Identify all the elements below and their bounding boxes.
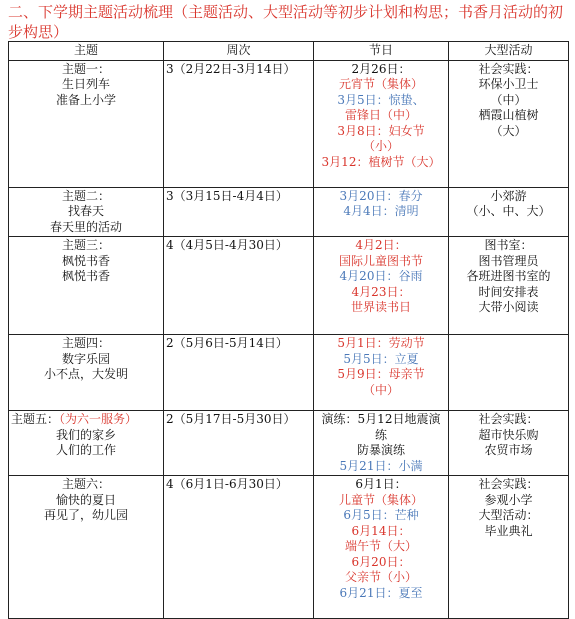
table-row (9, 335, 569, 411)
festival-line: 6月1日： (355, 477, 407, 491)
festival-line: 演练：5月12日地震演 (321, 412, 441, 426)
festival-line: 元宵节（集体） (338, 77, 423, 91)
cell-big-activity (449, 476, 569, 619)
festival-line: 4月4日：清明 (343, 204, 419, 218)
big-activity-line: 社会实践： (478, 477, 539, 491)
table-row (9, 60, 569, 187)
festival-line: 6月20日： (351, 554, 411, 569)
theme-line: 枫悦书香 (61, 269, 110, 283)
big-activity-line: 小郊游 (490, 188, 527, 203)
cell-festival (314, 237, 449, 335)
activity-plan-table (8, 41, 569, 619)
festival-line: 6月14日： (351, 523, 411, 538)
table-row (9, 187, 569, 237)
big-activity-line: 大型活动： (478, 508, 539, 522)
table-row (9, 237, 569, 335)
festival-line: 3月12：植树节（大） (321, 154, 441, 169)
cell-theme (9, 60, 164, 187)
cell-festival (314, 476, 449, 619)
cell-theme (9, 187, 164, 237)
theme-line: 再见了，幼儿园 (43, 508, 128, 522)
festival-line: 世界读书日 (350, 300, 411, 314)
big-activity-line: 大带小阅读 (478, 300, 539, 314)
theme-line: 找春天 (67, 204, 104, 218)
theme-line: 枫悦书香 (61, 253, 110, 268)
cell-big-activity (449, 237, 569, 335)
table-row (9, 476, 569, 619)
festival-line: 5月1日：劳动节 (337, 336, 425, 350)
theme-line: 准备上小学 (55, 92, 116, 107)
festival-line: 防暴演练 (356, 443, 405, 457)
big-activity-line: 社会实践： (478, 61, 539, 76)
cell-big-activity (449, 411, 569, 476)
festival-line: 4月20日：谷雨 (339, 269, 423, 283)
big-activity-line: （小、中、大） (466, 204, 551, 218)
theme-line: 生日列车 (61, 77, 110, 91)
festival-line: 雷锋日（中） (344, 108, 417, 122)
cell-festival (314, 335, 449, 411)
cell-week: 4（6月1日-6月30日） (164, 476, 314, 619)
cell-festival (314, 187, 449, 237)
theme-line: 主题三： (61, 238, 110, 252)
festival-line: 4月23日： (351, 284, 411, 299)
cell-theme (9, 237, 164, 335)
cell-festival (314, 60, 449, 187)
festival-line: 父亲节（小） (344, 570, 417, 584)
cell-theme (9, 335, 164, 411)
cell-theme (9, 411, 164, 476)
festival-line: 3月5日：惊蛰、 (337, 92, 425, 107)
big-activity-line: 农贸市场 (484, 443, 533, 457)
theme-line: 人们的工作 (55, 443, 116, 457)
big-activity-line: 参观小学 (484, 492, 533, 507)
big-activity-line: 栖霞山植树 (478, 108, 539, 122)
table-header-row (9, 42, 569, 61)
cell-week: 2（5月6日-5月14日） (164, 335, 314, 411)
big-activity-line: 社会实践： (478, 412, 539, 426)
festival-line: （小） (362, 139, 399, 153)
big-activity-line: 各班进图书室的 (466, 269, 551, 283)
festival-line: 端午节（大） (344, 539, 417, 553)
cell-week: 2（5月17日-5月30日） (164, 411, 314, 476)
table-row (9, 411, 569, 476)
big-activity-line: （中） (490, 92, 527, 107)
festival-line: 儿童节（集体） (338, 492, 423, 507)
cell-big-activity (449, 335, 569, 411)
festival-line: 5月9日：母亲节 (337, 367, 425, 381)
big-activity-line: 毕业典礼 (484, 523, 533, 538)
festival-line: 4月2日： (355, 238, 407, 252)
festival-line: 练 (374, 427, 387, 442)
big-activity-line: 环保小卫士 (478, 77, 539, 91)
theme-label: 主题五： (11, 412, 60, 426)
table-body (9, 60, 569, 619)
cell-week: 4（4月5日-4月30日） (164, 237, 314, 335)
festival-line: （中） (362, 382, 399, 397)
festival-line: 6月21日：夏至 (339, 585, 423, 600)
theme-line: 春天里的活动 (49, 219, 122, 234)
festival-line: 3月8日：妇女节 (337, 123, 425, 138)
festival-line: 6月5日：芒种 (343, 508, 419, 522)
header-theme: 主题 (9, 42, 164, 61)
theme-line: 主题一： (61, 61, 110, 76)
big-activity-line: 图书管理员 (478, 253, 539, 268)
theme-line: 愉快的夏日 (55, 492, 116, 507)
festival-line: 5月21日：小满 (339, 458, 423, 473)
festival-line: 2月26日： (351, 61, 411, 76)
theme-label-line (11, 412, 161, 428)
cell-week: 3（3月15日-4月4日） (164, 187, 314, 237)
festival-line: 国际儿童图书节 (338, 253, 423, 268)
festival-line: 3月20日：春分 (339, 188, 423, 203)
cell-big-activity (449, 60, 569, 187)
theme-line: 数字乐园 (61, 351, 110, 366)
big-activity-line: （大） (490, 123, 527, 138)
theme-note: （为六一服务） (59, 412, 138, 426)
cell-big-activity (449, 187, 569, 237)
cell-week: 3（2月22日-3月14日） (164, 60, 314, 187)
header-week: 周次 (164, 42, 314, 61)
big-activity-line: 超市快乐购 (478, 427, 539, 442)
theme-line: 主题二： (61, 188, 110, 203)
header-big-activity: 大型活动 (449, 42, 569, 61)
big-activity-line: 图书室： (484, 238, 533, 252)
header-festival: 节日 (314, 42, 449, 61)
big-activity-line: 时间安排表 (478, 284, 539, 299)
cell-theme (9, 476, 164, 619)
cell-festival (314, 411, 449, 476)
theme-line: 小不点，大发明 (43, 367, 128, 381)
theme-line: 我们的家乡 (55, 427, 116, 442)
theme-line: 主题六： (61, 477, 110, 491)
theme-line: 主题四： (61, 336, 110, 350)
festival-line: 5月5日：立夏 (343, 351, 419, 366)
section-heading: 二、下学期主题活动梳理（主题活动、大型活动等初步计划和构思；书香月活动的初步构思） (8, 3, 564, 41)
